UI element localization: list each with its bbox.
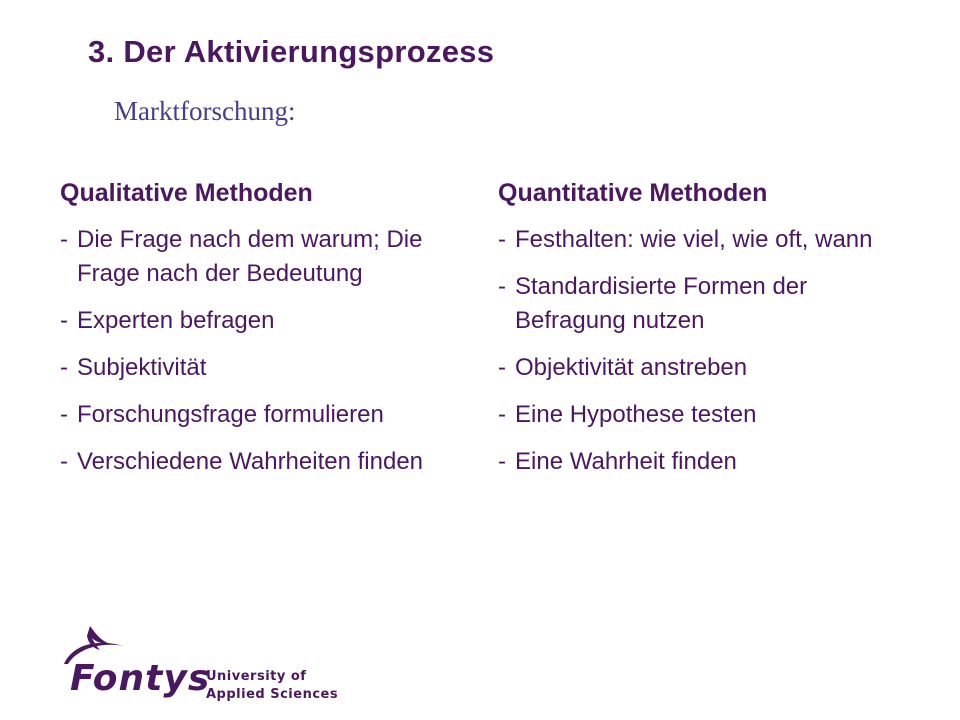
- list-item: [60, 351, 460, 385]
- slide-subtitle: Marktforschung:: [114, 96, 296, 126]
- list-item: [498, 398, 898, 432]
- list-item: [498, 351, 898, 385]
- bullet-dash: -: [498, 354, 506, 381]
- university-label: [206, 668, 338, 704]
- bullet-dash: -: [498, 273, 506, 300]
- list-item-text: Forschungsfrage formulieren: [77, 401, 384, 428]
- bullet-dash: -: [60, 354, 68, 381]
- list-item-text: Objektivität anstreben: [515, 354, 748, 381]
- list-item-text: Verschiedene Wahrheiten finden: [77, 448, 424, 475]
- bullet-dash: -: [498, 226, 506, 253]
- list-item: [498, 223, 898, 257]
- qualitative-heading: Qualitative Methoden: [60, 179, 313, 207]
- university-line2: Applied Sciences: [206, 687, 339, 702]
- university-line1: University of: [206, 669, 307, 684]
- bullet-dash: -: [60, 226, 68, 253]
- bullet-dash: -: [498, 448, 506, 475]
- list-item: [498, 270, 898, 338]
- list-item-text: Festhalten: wie viel, wie oft, wann: [515, 226, 873, 253]
- list-item-text: Subjektivität: [77, 354, 207, 381]
- list-item-text: Eine Wahrheit finden: [515, 448, 737, 475]
- list-item: [498, 445, 898, 479]
- list-item-text: Experten befragen: [77, 307, 275, 334]
- fontys-logo: [54, 624, 354, 714]
- list-item: [60, 223, 460, 291]
- list-item-text: Eine Hypothese testen: [515, 401, 757, 428]
- quantitative-column: [498, 176, 898, 492]
- bullet-dash: -: [60, 307, 68, 334]
- list-item-text: Die Frage nach dem warum; Die Frage nach der Bedeutung: [77, 226, 423, 287]
- bullet-dash: -: [60, 448, 68, 475]
- brand-name: Fontys: [70, 658, 211, 699]
- list-item: [60, 445, 460, 479]
- list-item: [60, 304, 460, 338]
- quantitative-list: [498, 223, 898, 479]
- list-item-text: Standardisierte Formen der Befragung nutzen: [515, 273, 808, 334]
- bullet-dash: -: [60, 401, 68, 428]
- quantitative-heading: Quantitative Methoden: [498, 179, 768, 207]
- slide-title: 3. Der Aktivierungsprozess: [88, 34, 495, 69]
- qualitative-column: [60, 176, 460, 492]
- bullet-dash: -: [498, 401, 506, 428]
- list-item: [60, 398, 460, 432]
- qualitative-list: [60, 223, 460, 479]
